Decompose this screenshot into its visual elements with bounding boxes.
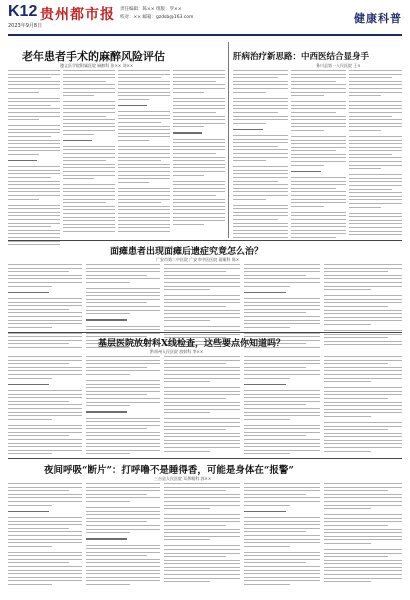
section-divider: [8, 240, 402, 241]
issue-date: 2023年9月8日: [8, 23, 43, 29]
editor-info: 责任编辑：陈×× 组版：罗××: [120, 7, 182, 12]
page-number: K12: [8, 3, 38, 20]
article-byline-anesthesia: 遵义医学院附属医院 麻醉科 张×× 刘××: [60, 63, 134, 68]
editor-contact: 校对：×× 邮箱：gzdsb@163.com: [120, 15, 194, 20]
text-column: [164, 356, 240, 454]
section-divider: [8, 332, 402, 333]
text-column: [86, 483, 160, 588]
text-column: [118, 70, 170, 235]
text-column: [244, 483, 320, 588]
article-byline-liver: 务川县第一人民医院 王×: [316, 63, 361, 68]
article-title-anesthesia: 老年患者手术的麻醉风险评估: [22, 50, 165, 63]
text-column: [63, 70, 115, 235]
text-column: [173, 70, 225, 227]
header-divider: [8, 34, 402, 36]
article-title-liver: 肝病治疗新思路：中西医结合显身手: [233, 52, 370, 62]
text-column: [8, 483, 82, 588]
article-byline-xray: 黔南州人民医院 放射科 李××: [150, 349, 204, 354]
section-name: 健康科普: [354, 12, 402, 25]
article-title-snoring: 夜间呼吸“断片”：打呼噜不是睡得香，可能是身体在“报警”: [44, 465, 294, 476]
text-column: [324, 356, 402, 454]
text-column: [8, 70, 60, 248]
text-column: [86, 356, 160, 457]
text-column: [349, 70, 402, 238]
masthead: [0, 0, 410, 36]
text-column: [291, 70, 346, 241]
text-column: [244, 356, 320, 457]
text-column: [324, 483, 402, 585]
text-column: [8, 356, 82, 457]
column-divider: [228, 42, 229, 238]
article-title-facial-paralysis: 面瘫患者出现面瘫后遗症究竟怎么治？: [110, 247, 264, 257]
section-divider: [8, 458, 402, 459]
text-column: [233, 70, 288, 241]
text-column: [324, 264, 402, 348]
article-byline-snoring: 三台县人民医院 耳鼻喉科 郭××: [154, 476, 212, 481]
article-byline-facial-paralysis: 广安市第二中医院 广安市中医医院 面瘫科 陈×: [156, 257, 240, 262]
text-column: [8, 264, 82, 351]
text-column: [164, 483, 240, 585]
article-title-xray: 基层医院放射科X线检查，这些要点你知道吗？: [98, 339, 285, 349]
newspaper-logo: 贵州都市报: [40, 7, 115, 23]
